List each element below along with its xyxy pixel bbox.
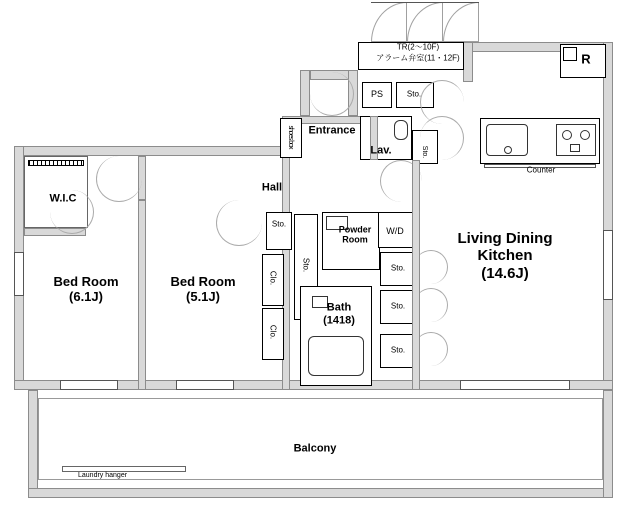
- entry-door-arc-1: [371, 2, 407, 42]
- window-bedroom2: [176, 380, 234, 390]
- room-entrance-name: Entrance: [308, 124, 356, 137]
- bedroom2-door-arc: [216, 200, 262, 246]
- wall-between-bedrooms: [138, 200, 146, 390]
- entrance-door-arc: [310, 72, 354, 116]
- burner-1: [562, 130, 572, 140]
- counter-label: Counter: [526, 165, 556, 175]
- entry-line: [371, 2, 479, 3]
- window-left-wall: [14, 252, 24, 296]
- room-powder: [339, 225, 372, 246]
- ps-label: PS: [370, 88, 384, 99]
- balcony-wall-right: [603, 390, 613, 498]
- laundry-hanger-label: Laundry hanger: [78, 472, 128, 479]
- room-hall-name: Hall: [261, 181, 283, 194]
- room-bedroom1-name: Bed Room: [53, 274, 119, 290]
- tr-note-label: TR(2〜10F): [396, 42, 440, 52]
- entry-door-arc-2: [407, 2, 443, 42]
- balcony-wall-left: [28, 390, 38, 498]
- wall-living-left-upper: [463, 42, 473, 82]
- room-living-line1: Living Dining: [457, 230, 553, 248]
- meter-mark: [563, 47, 577, 61]
- room-lav-name: Lav.: [370, 144, 392, 157]
- room-bedroom1-size: (6.1J): [69, 289, 103, 304]
- room-living-line2: Kitchen: [477, 247, 533, 265]
- wall-right: [603, 42, 613, 390]
- toilet-fixture: [394, 120, 408, 140]
- closet-label-2: Clo.: [268, 324, 278, 340]
- room-bedroom2-name: Bed Room: [170, 274, 236, 290]
- bathtub: [308, 336, 364, 376]
- shoes-box-label: shoes box: [287, 125, 295, 149]
- room-balcony-name: Balcony: [293, 442, 337, 455]
- room-bedroom2: [171, 275, 236, 305]
- entry-door-arc-3: [443, 2, 479, 42]
- closet-label-1: Clo.: [268, 270, 278, 286]
- wic-shelf: [28, 160, 84, 166]
- wall-entrance-left: [300, 70, 310, 116]
- sink-drain: [504, 146, 512, 154]
- sto-top-label: Sto.: [406, 89, 422, 99]
- room-bath-name: Bath: [326, 301, 352, 314]
- sto-lav-label: Sto.: [421, 145, 429, 159]
- room-bath: [323, 301, 355, 326]
- wall-core-right: [412, 160, 420, 390]
- sto-right-label-3: Sto.: [390, 345, 406, 355]
- wd-label: W/D: [386, 225, 404, 236]
- alarm-note-label: アラーム弁室(11・12F): [376, 53, 460, 63]
- window-bedroom1: [60, 380, 118, 390]
- wall-left-top: [14, 146, 282, 156]
- sto-hall-label-2: Sto.: [301, 257, 311, 273]
- room-bath-size: (1418): [323, 314, 355, 326]
- sto-hall-label: Sto.: [271, 219, 287, 229]
- burner-2: [580, 130, 590, 140]
- sto-hall-box: [266, 212, 292, 250]
- room-bedroom2-size: (5.1J): [186, 289, 220, 304]
- sto-right-label-2: Sto.: [390, 301, 406, 311]
- bedroom1-door-arc: [96, 156, 142, 202]
- balcony-wall-bottom: [28, 488, 613, 498]
- room-powder-line2: Room: [342, 235, 368, 245]
- room-living-size: (14.6J): [481, 264, 529, 282]
- window-right-wall: [603, 230, 613, 300]
- sto-right-label-1: Sto.: [390, 263, 406, 273]
- window-living: [460, 380, 570, 390]
- room-powder-line1: Powder: [338, 224, 372, 235]
- room-bedroom1: [54, 275, 119, 305]
- room-wic-name: W.I.C: [49, 192, 77, 205]
- meter-label: R: [581, 51, 591, 67]
- room-living-name: [458, 230, 553, 282]
- burner-3: [570, 144, 580, 152]
